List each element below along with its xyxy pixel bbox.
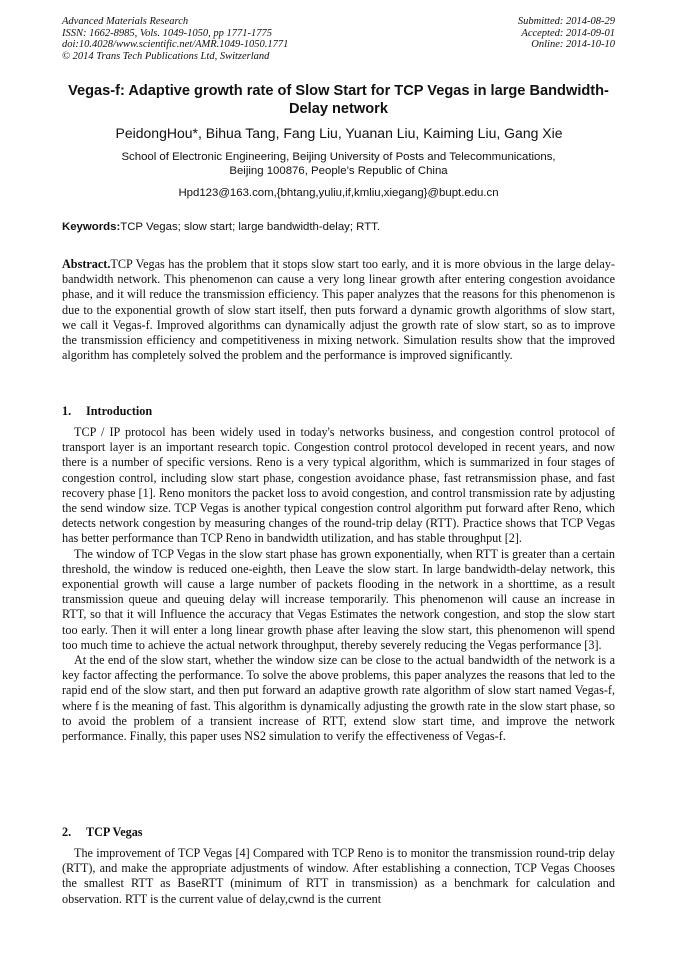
section-number: 2.: [62, 825, 72, 839]
submitted-date: Submitted: 2014-08-29: [517, 16, 615, 27]
journal-doi: doi:10.4028/www.scientific.net/AMR.1049-1050.1771: [62, 39, 289, 51]
affiliation-line: Beijing 100876, People’s Republic of China: [229, 165, 448, 178]
keywords-label: Keywords:: [62, 221, 121, 233]
affiliation: [62, 150, 615, 179]
section-title: Introduction: [86, 404, 153, 418]
accepted-date: Accepted: 2014-09-01: [521, 27, 615, 39]
keywords-text: TCP Vegas; slow start; large bandwidth-delay; RTT.: [120, 221, 381, 233]
section-introduction-body: [62, 425, 615, 744]
section-title: TCP Vegas: [86, 825, 143, 839]
journal-copyright: © 2014 Trans Tech Publications Ltd, Switzerland: [62, 50, 270, 62]
section-number: 1.: [62, 404, 72, 418]
paragraph: The improvement of TCP Vegas [4] Compared with TCP Reno is to monitor the transmission round-trip delay (RTT), and make the appropriate adjustments of window. After establishing a connection, TCP Vegas Chooses the smallest RTT as BaseRTT (minimum of RTT in transmission) as a benchmark for calculation and observation. RTT is the current value of delay,cwnd is the current: [62, 846, 615, 906]
keywords: [62, 220, 615, 234]
abstract-text: TCP Vegas has the problem that it stops slow start too early, and it is more obvious in the large delay-bandwidth network. This phenomenon can cause a very long linear growth after entering congestion avoidance phase, and it will reduce the transmission efficiency. This paper analyzes that the reasons for this phenomenon is due to the exponential growth of slow start itself, then puts forward a dynamic growth algorithms of slow start, we call it Vegas-f. Improved algorithms can dynamically adjust the growth rate of slow start, so as to improve the transmission efficiency and competitiveness in mixing network. Simulation results show that the improved algorithm has completely solved the problem and the performance is improved significantly.: [62, 257, 615, 363]
journal-issn: ISSN: 1662-8985, Vols. 1049-1050, pp 1771-1775: [62, 27, 272, 39]
author-list: PeidongHou*, Bihua Tang, Fang Liu, Yuanan Liu, Kaiming Liu, Gang Xie: [115, 125, 563, 141]
section-heading-tcp-vegas: [62, 825, 143, 840]
paragraph: The window of TCP Vegas in the slow start phase has grown exponentially, when RTT is greater than a certain threshold, the window is reduced one-eighth, then Leave the slow start. In large bandwidth-delay network, this exponential growth will cause a large number of packets flooding in the network in a shorttime, as a result transmission queue and queuing delay will increase temporarily. This phenomenon will cause an increase in RTT, so that it will Influence the accuracy that Vegas Estimates the network congestion, and stop the slow start too early. Then it will enter a long linear growth phase after leaving the slow start, this phenomenon will spend too much time to achieve the actual network throughput, thereby severely reducing the Vegas performance [3].: [62, 546, 615, 652]
section-tcp-vegas-body: [62, 846, 615, 907]
journal-name: Advanced Materials Research: [62, 16, 189, 27]
paper-title: Vegas-f: Adaptive growth rate of Slow Start for TCP Vegas in large Bandwidth-Delay network: [68, 83, 609, 117]
journal-info: [62, 16, 288, 62]
affiliation-line: School of Electronic Engineering, Beijing University of Posts and Telecommunications,: [121, 151, 556, 163]
author-emails: Hpd123@163.com,{bhtang,yuliu,if,kmliu,xiegang}@bupt.edu.cn: [178, 187, 499, 199]
abstract-label: Abstract.: [62, 257, 111, 271]
abstract: [62, 257, 615, 363]
section-heading-introduction: [62, 404, 152, 419]
paragraph: TCP / IP protocol has been widely used in today's networks business, and congestion control protocol of transport layer is an important research topic. Congestion control protocol developed in recent years, and now there is a number of specific versions. Reno is a very typical algorithm, which is summarized in four stages of congestion control, including slow start phase, congestion avoidance phase, fast retransmission phase, and fast recovery phase [1]. Reno monitors the packet loss to avoid congestion, and control transmission rate by adjusting the send window size. TCP Vegas is another typical congestion control algorithm put forward after Reno, which detects network congestion by measuring changes of the round-trip delay (RTT). Practice shows that TCP Vegas has better performance than TCP Reno in bandwidth utilization, and has stable throughput [2].: [62, 425, 615, 546]
submission-dates: [518, 16, 615, 51]
online-date: Online: 2014-10-10: [531, 39, 615, 51]
paragraph: At the end of the slow start, whether the window size can be close to the actual bandwidth of the network is a key factor affecting the performance. To solve the above problems, this paper analyzes the reasons that led to the rapid end of the slow start, and then put forward an adaptive growth rate algorithm of slow start named Vegas-f, where f is the meaning of fast. This algorithm is dynamically adjusting the growth rate in the slow start phase, so to avoid the problem of a transient increase of RTT, extend slow start time, and improve the network performance. Finally, this paper uses NS2 simulation to verify the effectiveness of Vegas-f.: [62, 653, 615, 744]
